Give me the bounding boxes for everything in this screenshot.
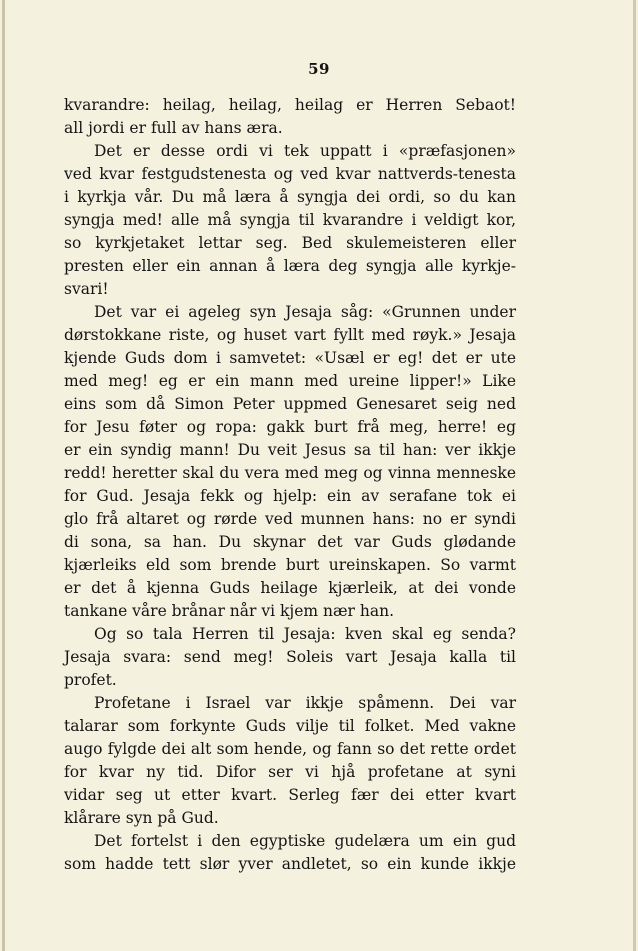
text-line: for Gud. Jesaja fekk og hjelp: ein av serafane tok ei	[64, 487, 516, 505]
text-line: profet.	[64, 671, 117, 689]
text-line: talarar som forkynte Guds vilje til folket. Med vakne	[64, 717, 516, 735]
text-line: Det er desse ordi vi tek uppatt i «præfasjonen»	[94, 142, 516, 160]
text-line: syngja med! alle må syngja til kvarandre i veldigt kor,	[64, 211, 516, 229]
text-line: so kyrkjetaket lettar seg. Bed skulemeisteren eller	[64, 234, 516, 252]
text-line: di sona, sa han. Du skynar det var Guds glødande	[64, 533, 516, 551]
text-line: er ein syndig mann! Du veit Jesus sa til han: ver ikkje	[64, 441, 516, 459]
text-line: kjærleiks eld som brende burt ureinskapen. So varmt	[64, 556, 516, 574]
text-line: for kvar ny tid. Difor ser vi hjå profetane at syni	[64, 763, 516, 781]
text-line: augo fylgde dei alt som hende, og fann so det rette ordet	[64, 740, 516, 758]
text-line: ved kvar festgudstenesta og ved kvar nattverds-tenesta	[64, 165, 516, 183]
text-line: i kyrkja vår. Du må læra å syngja dei ordi, so du kan	[64, 188, 516, 206]
body-text	[64, 94, 516, 876]
text-line: tankane våre brånar når vi kjem nær han.	[64, 602, 395, 620]
text-line: Jesaja svara: send meg! Soleis vart Jesaja kalla til	[64, 648, 516, 666]
text-line: presten eller ein annan å læra deg syngja alle kyrkje-	[64, 257, 516, 275]
text-line: kvarandre: heilag, heilag, heilag er Herren Sebaot!	[64, 96, 516, 114]
text-line: Profetane i Israel var ikkje spåmenn. Dei var	[94, 694, 516, 712]
text-line: eins som då Simon Peter uppmed Genesaret seig ned	[64, 395, 516, 413]
text-line: kjende Guds dom i samvetet: «Usæl er eg! det er ute	[64, 349, 516, 367]
text-line: all jordi er full av hans æra.	[64, 119, 283, 137]
text-line: er det å kjenna Guds heilage kjærleik, at dei vonde	[64, 579, 516, 597]
text-line: glo frå altaret og rørde ved munnen hans: no er syndi	[64, 510, 516, 528]
text-line: Det fortelst i den egyptiske gudelæra um ein gud	[94, 832, 516, 850]
text-line: Det var ei ageleg syn Jesaja såg: «Grunnen under	[94, 303, 516, 321]
text-line: klårare syn på Gud.	[64, 809, 219, 827]
text-line: redd! heretter skal du vera med meg og vinna menneske	[64, 464, 516, 482]
text-line: med meg! eg er ein mann med ureine lipper!» Like	[64, 372, 516, 390]
page-number: 59	[308, 60, 330, 78]
text-line: Og so tala Herren til Jesaja: kven skal eg senda?	[94, 625, 516, 643]
text-line: som hadde tett slør yver andletet, so ein kunde ikkje	[64, 855, 516, 873]
text-line: vidar seg ut etter kvart. Serleg fær dei etter kvart	[64, 786, 516, 804]
text-line: for Jesu føter og ropa: gakk burt frå meg, herre! eg	[64, 418, 516, 436]
text-line: svari!	[64, 280, 109, 298]
text-line: dørstokkane riste, og huset vart fyllt med røyk.» Jesaja	[64, 326, 516, 344]
